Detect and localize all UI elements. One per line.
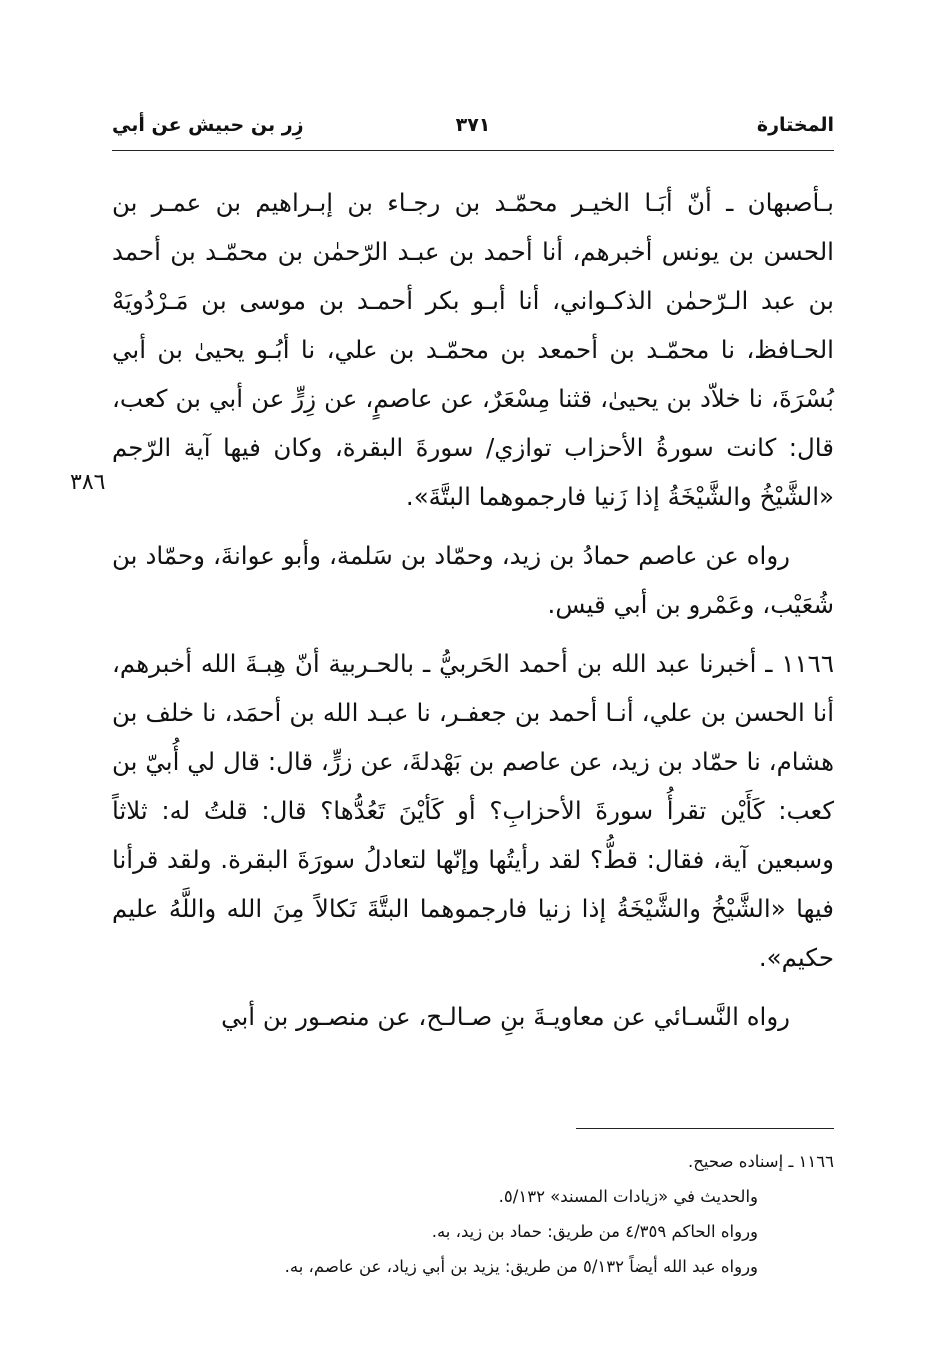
main-text (112, 178, 834, 1041)
paragraph-nasai: رواه النَّسـائي عن معاويـةَ بنِ صـالـح، عن منصـور بن أبي (221, 1002, 790, 1031)
paragraph-hadith-1166: ١١٦٦ ـ أخبرنا عبد الله بن أحمد الحَربيُّ ـ بالحـربية أنّ هِبـةَ الله أخبرهم، أنا الحسن بن علي، أنـا أحمد بن جعفـر، نا عبـد الله بن أحمَد، نا خلف بن هشام، نا حمّاد بن زيد، عن عاصم بن بَهْدلةَ، عن زرٍّ، قال: قال لي أُبيّ بن كعب: كَأَيْن تقرأُ سورةَ الأحزابِ؟ أو كَأيْنَ تَعُدُّها؟ قال: قلتُ له: ثلاثاً وسبعين آية، فقال: قطُّ؟ لقد رأيتُها وإنّها لتعادلُ سورَةَ البقرة. ولقد قرأنا فيها «الشَّيْخُ والشَّيْخَةُ إذا زنيا فارجموهما البتَّةَ نَكالاً مِنَ الله واللَّهُ عليم حكيم». (112, 649, 834, 972)
paragraph-narration: رواه عن عاصم حمادُ بن زيد، وحمّاد بن سَلمة، وأبو عوانةَ، وحمّاد بن شُعَيْب، وعَمْرو بن أبي قيس. (112, 541, 834, 619)
footnote-line: ١١٦٦ ـ إسناده صحيح. (688, 1152, 834, 1171)
footnotes (112, 1144, 834, 1284)
paragraph-isnad: بـأصبهان ـ أنّ أبَـا الخيـر محمّـد بن رجـاء بن إبـراهيم بن عمـر بن الحسن بن يونس أخبرهم، أنا أحمد بن عبـد الرّحمٰن بن محمّـد بن أحمد بن عبد الـرّحمٰن الذكـواني، أنا أبـو بكر أحمـد بن موسى بن مَـرْدُويَهْ الحـافظ، نا محمّـد بن أحمعد بن محمّـد بن علي، نا أبُـو يحيىٰ بن أبي بُسْرَةَ، نا خلاّد بن يحيىٰ، قثنا مِسْعَرٌ، عن عاصمٍ، عن زِرٍّ عن أبي بن كعب، قال: كانت سورةُ الأحزاب توازي/ سورةَ البقرة، وكان فيها آية الرّجم «الشَّيْخُ والشَّيْخَةُ إذا زَنيا فارجموهما البتَّةَ». (112, 188, 834, 511)
footnote-divider (576, 1128, 834, 1129)
running-header (112, 112, 834, 152)
page-number: ٣٧١ (455, 114, 491, 136)
header-divider (112, 150, 834, 151)
footnote-line: ورواه الحاكم ٤/٣٥٩ من طريق: حماد بن زيد، به. (431, 1222, 758, 1241)
book-title: المختارة (756, 114, 834, 136)
footnote-line: والحديث في «زيادات المسند» ٥/١٣٢. (498, 1187, 758, 1206)
running-title: زِر بن حبيش عن أبي (112, 114, 304, 136)
margin-page-reference: ٣٨٦ (70, 470, 106, 495)
footnote-line: ورواه عبد الله أيضاً ٥/١٣٢ من طريق: يزيد بن أبي زياد، عن عاصم، به. (284, 1257, 758, 1276)
